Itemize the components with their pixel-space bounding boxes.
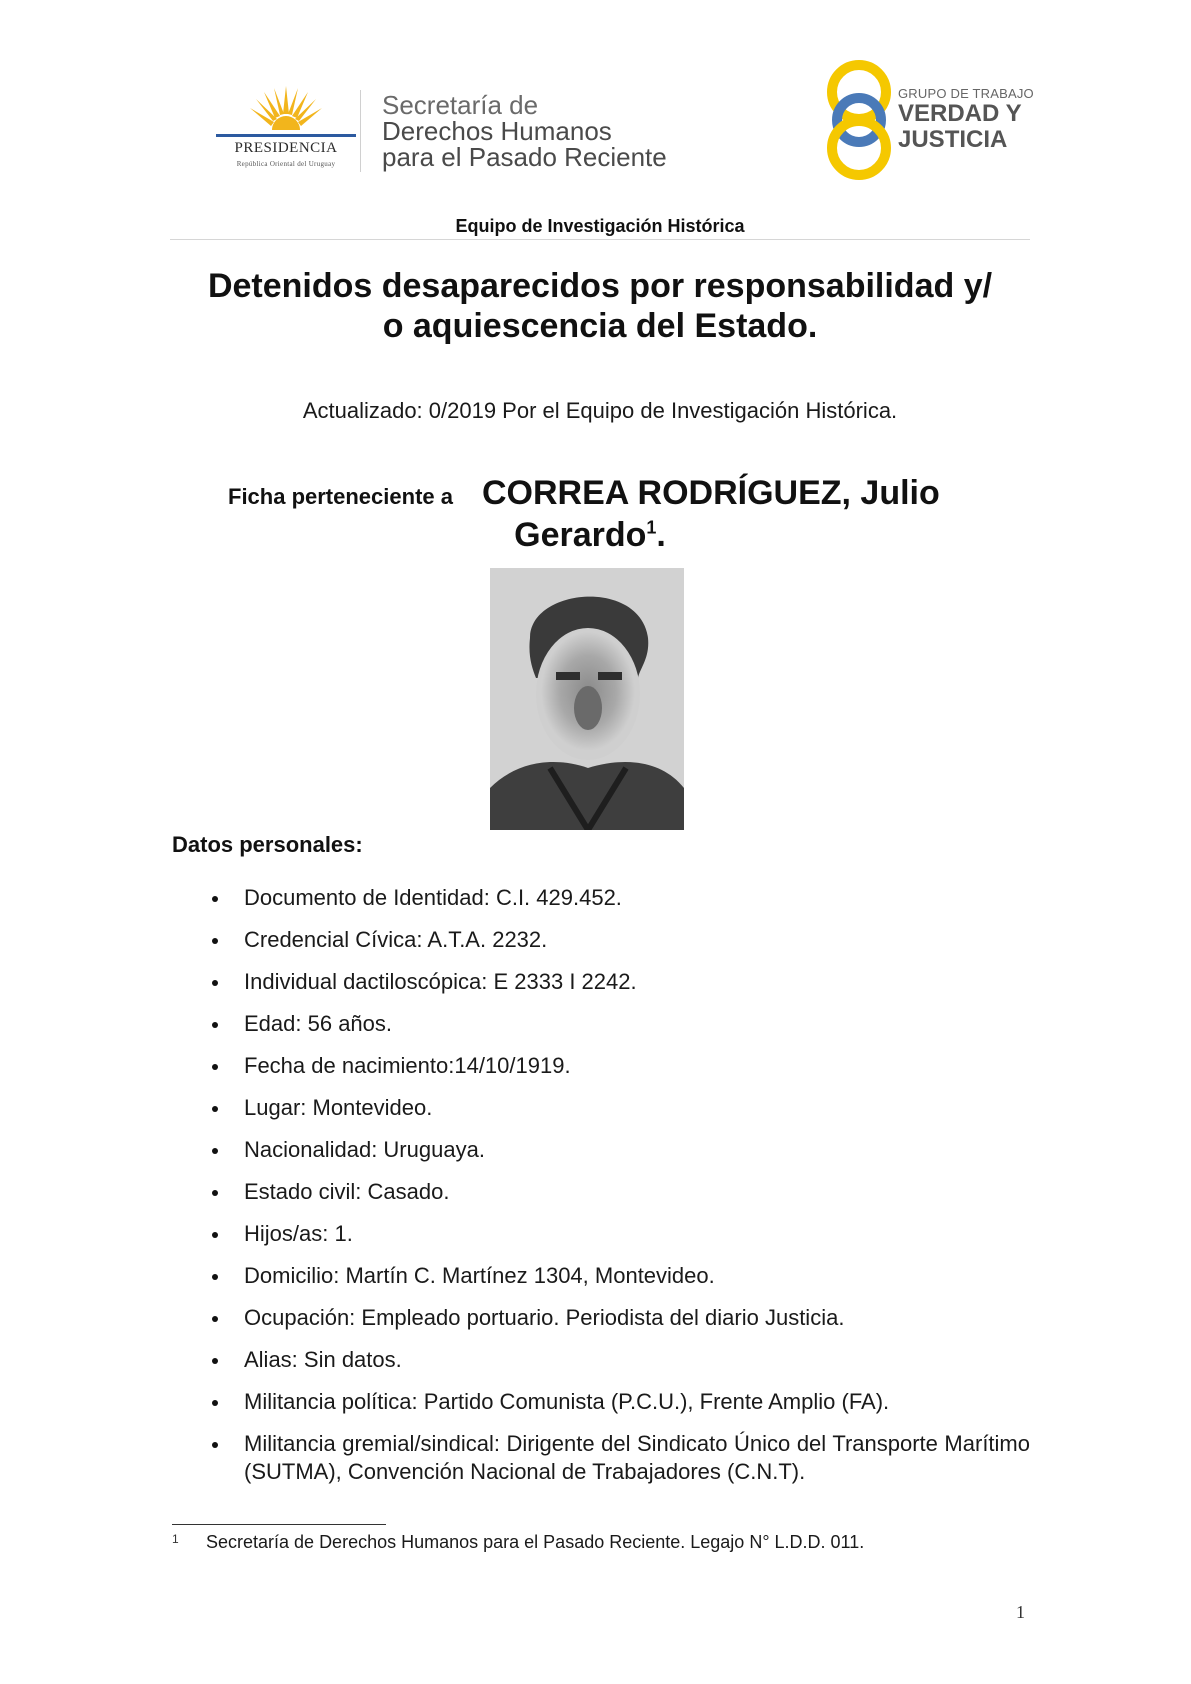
ficha-name-line-1: CORREA RODRÍGUEZ, Julio: [482, 474, 940, 512]
footnote-number: 1: [172, 1532, 179, 1546]
secretaria-line-1: Secretaría de: [382, 90, 539, 120]
bullet: [212, 1232, 218, 1238]
list-item: [206, 1010, 1030, 1038]
presidencia-sub: República Oriental del Uruguay: [236, 160, 336, 168]
item-text: Ocupación: Empleado portuario. Periodista del diario Justicia.: [244, 1305, 845, 1330]
portrait-image: [490, 568, 684, 830]
item-text: Lugar: Montevideo.: [244, 1095, 433, 1120]
item-text: Militancia política: Partido Comunista (P.C.U.), Frente Amplio (FA).: [244, 1389, 890, 1414]
bullet: [212, 1022, 218, 1028]
list-item: [206, 968, 1030, 996]
presidencia-word: PRESIDENCIA: [234, 140, 338, 156]
bullet: [212, 1442, 218, 1448]
header-rule: [170, 239, 1030, 240]
secretaria-line-2: Derechos Humanos: [382, 116, 612, 146]
list-item: [206, 1220, 1030, 1248]
verdad-justicia-rings-icon: [822, 58, 896, 182]
team-name: Equipo de Investigación Histórica: [455, 216, 745, 236]
secretaria-logo: [382, 92, 702, 170]
title-line-2: o aquiescencia del Estado.: [382, 307, 818, 345]
list-item: [206, 1178, 1030, 1206]
verdad-justicia-text: [898, 86, 1058, 153]
datos-list: [206, 884, 1030, 1500]
page-number: 1: [1016, 1602, 1025, 1622]
presidencia-logo: [212, 84, 360, 180]
list-item: [206, 884, 1030, 912]
bullet: [212, 1148, 218, 1154]
list-item: [206, 1304, 1030, 1332]
item-text: Nacionalidad: Uruguaya.: [244, 1137, 485, 1162]
item-text: Estado civil: Casado.: [244, 1179, 450, 1204]
bullet: [212, 1106, 218, 1112]
list-item: [206, 1430, 1030, 1486]
list-item: [206, 1136, 1030, 1164]
bullet: [212, 1064, 218, 1070]
ficha-label: Ficha perteneciente a: [228, 484, 453, 509]
list-item: [206, 1346, 1030, 1374]
item-text: Documento de Identidad: C.I. 429.452.: [244, 885, 622, 910]
footnote-ref: 1: [646, 517, 657, 538]
bullet: [212, 1190, 218, 1196]
item-text: Edad: 56 años.: [244, 1011, 393, 1036]
item-text: Individual dactiloscópica: E 2333 I 2242.: [244, 969, 637, 994]
ficha-name-given: Gerardo: [514, 516, 647, 554]
footnote-text: Secretaría de Derechos Humanos para el Pasado Reciente. Legajo N° L.D.D. 011.: [206, 1532, 865, 1552]
portrait-photo: [490, 568, 684, 830]
list-item: [206, 1052, 1030, 1080]
ficha-name-line-2: [480, 516, 700, 555]
vyj-line-2: JUSTICIA: [898, 126, 1008, 153]
bullet: [212, 1358, 218, 1364]
item-text: Hijos/as: 1.: [244, 1221, 353, 1246]
title-line-1: Detenidos desaparecidos por responsabilidad y/: [207, 267, 993, 305]
bullet: [212, 938, 218, 944]
updated-line: Actualizado: 0/2019 Por el Equipo de Investigación Histórica.: [302, 398, 898, 423]
item-text: Domicilio: Martín C. Martínez 1304, Montevideo.: [244, 1263, 715, 1288]
item-text: Alias: Sin datos.: [244, 1347, 402, 1372]
list-item: [206, 1262, 1030, 1290]
bullet: [212, 980, 218, 986]
list-item: [206, 1094, 1030, 1122]
item-text: Fecha de nacimiento:14/10/1919.: [244, 1053, 571, 1078]
ficha-period: .: [656, 516, 666, 554]
item-text: Militancia gremial/sindical: Dirigente del Sindicato Único del Transporte Marítimo (SUTMA), Convención Nacional de Trabajadores (C.N.T).: [244, 1431, 1030, 1484]
item-text: Credencial Cívica: A.T.A. 2232.: [244, 927, 548, 952]
header-divider: [360, 90, 361, 172]
datos-heading: Datos personales:: [172, 832, 363, 857]
list-item: [206, 926, 1030, 954]
bullet: [212, 1274, 218, 1280]
secretaria-line-3: para el Pasado Reciente: [382, 142, 667, 172]
bullet: [212, 896, 218, 902]
vyj-line-1: VERDAD Y: [898, 100, 1022, 127]
footnote-rule: [172, 1524, 386, 1525]
presidencia-bar: [216, 134, 356, 137]
bullet: [212, 1400, 218, 1406]
vyj-group: GRUPO DE TRABAJO: [898, 86, 1034, 101]
document-title: [170, 266, 1030, 346]
bullet: [212, 1316, 218, 1322]
list-item: [206, 1388, 1030, 1416]
